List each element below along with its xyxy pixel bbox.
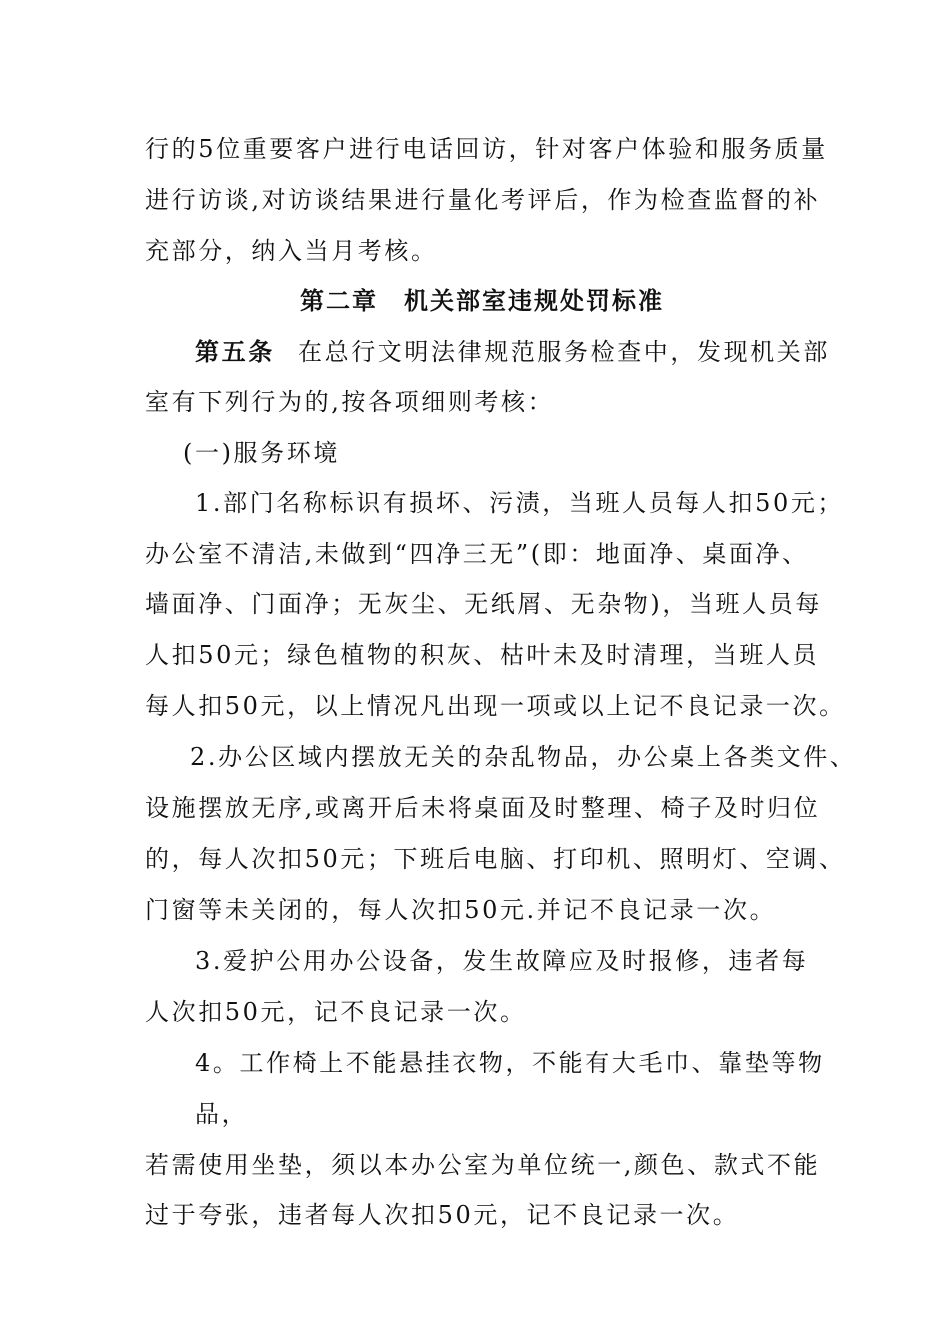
paragraph-line: 每人扣50元，以上情况凡出现一项或以上记不良记录一次。 <box>145 692 846 720</box>
paragraph-line: 人次扣50元，记不良记录一次。 <box>145 998 527 1026</box>
paragraph-line: 墙面净、门面净；无灰尘、无纸屑、无杂物)，当班人员每 <box>145 590 822 618</box>
paragraph-line: 设施摆放无序,或离开后未将桌面及时整理、椅子及时归位 <box>145 794 821 822</box>
paragraph-line: 1.部门名称标识有损坏、污渍，当班人员每人扣50元； <box>195 489 845 517</box>
paragraph-line: 办公室不清洁,未做到“四净三无”(即：地面净、桌面净、 <box>145 540 809 568</box>
paragraph-line: 品， <box>195 1100 249 1128</box>
article-label: 第五条 <box>195 337 275 366</box>
paragraph-line: 人扣50元；绿色植物的积灰、枯叶未及时清理，当班人员 <box>145 641 820 669</box>
paragraph-line: 在总行文明法律规范服务检查中，发现机关部 <box>298 338 830 366</box>
paragraph-line: 3.爱护公用办公设备，发生故障应及时报修，违者每 <box>195 947 809 975</box>
paragraph-line: 室有下列行为的,按各项细则考核： <box>145 388 555 416</box>
paragraph-line: 充部分，纳入当月考核。 <box>145 237 438 265</box>
paragraph-line: 行的5位重要客户进行电话回访，针对客户体验和服务质量 <box>145 135 828 163</box>
paragraph-line: 的，每人次扣50元；下班后电脑、打印机、照明灯、空调、 <box>145 845 846 873</box>
paragraph-line: 门窗等未关闭的，每人次扣50元.并记不良记录一次。 <box>145 896 777 924</box>
section-heading: (一)服务环境 <box>183 439 340 467</box>
paragraph-line: 4。工作椅上不能悬挂衣物，不能有大毛巾、靠垫等物 <box>195 1049 825 1077</box>
paragraph-line: 进行访谈,对访谈结果进行量化考评后，作为检查监督的补 <box>145 186 821 214</box>
paragraph-line: 2.办公区域内摆放无关的杂乱物品，办公桌上各类文件、 <box>190 743 857 771</box>
paragraph-line: 过于夸张，违者每人次扣50元，记不良记录一次。 <box>145 1201 740 1229</box>
paragraph-line: 若需使用坐垫，须以本办公室为单位统一,颜色、款式不能 <box>145 1151 821 1179</box>
chapter-heading: 第二章 机关部室违规处罚标准 <box>300 286 664 315</box>
